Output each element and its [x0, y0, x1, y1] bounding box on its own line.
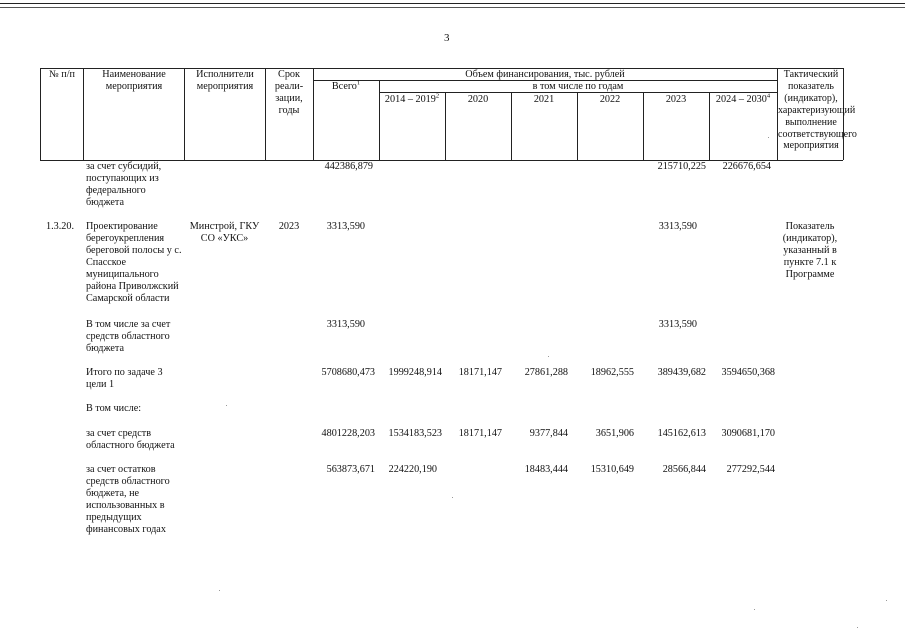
- row-5-2014-2019: 1534183,523: [388, 428, 442, 439]
- row-3-total: 5708680,473: [321, 367, 375, 378]
- row-6-2023: 28566,844: [662, 464, 706, 475]
- header-year-2021: 2021: [533, 94, 555, 105]
- row-1-2023: 3313,590: [658, 221, 697, 232]
- row-1-name: Проектирование берегоукрепления береговой полосы у с. Спасское муниципального района Приволжский Самарской области: [86, 221, 182, 304]
- header-year-2024-2030: 2024 – 2030$^4$: [715, 92, 771, 105]
- row-0-2023: 215710,225: [657, 161, 706, 172]
- row-2-total: 3313,590: [326, 319, 365, 330]
- header-executors: Исполнители мероприятия: [196, 69, 254, 92]
- top-rule: [0, 3, 905, 4]
- top-rule-thin: [0, 7, 905, 8]
- row-3-2024-2030: 3594650,368: [721, 367, 775, 378]
- row-0-total: 442386,879: [324, 161, 373, 172]
- col-divider-1: [83, 68, 84, 160]
- header-num: № п/п: [48, 69, 75, 80]
- row-2-2023: 3313,590: [658, 319, 697, 330]
- page-number: 3: [444, 32, 450, 44]
- row-1-indicator: Показатель (индикатор), указанный в пункте 7.1 к Программе: [782, 221, 838, 280]
- header-indicator: Тактический показатель (индикатор), характеризующий выполнение соответствующего мероприятия: [778, 69, 857, 152]
- header-year-2014-2019: 2014 – 2019$^2$: [384, 92, 440, 105]
- header-term: Срок реали- зации, годы: [274, 69, 304, 116]
- row-1-term: 2023: [278, 221, 300, 232]
- row-2-name: В том числе за счет средств областного бюджета: [86, 319, 171, 354]
- header-year-2022: 2022: [599, 94, 621, 105]
- row-3-2023: 389439,682: [657, 367, 706, 378]
- scan-speck: [754, 609, 755, 610]
- row-5-2024-2030: 3090681,170: [721, 428, 775, 439]
- header-year-2023: 2023: [665, 94, 687, 105]
- border-left: [40, 68, 41, 160]
- scan-speck: [219, 590, 220, 591]
- header-total: Всего$^1$: [331, 79, 361, 92]
- row-6-name: за счет остатков средств областного бюджета, не использованных в предыдущих финансовых годах: [86, 464, 170, 535]
- header-year-2020: 2020: [467, 94, 489, 105]
- row-6-total: 563873,671: [326, 464, 375, 475]
- row-6-2021: 18483,444: [524, 464, 568, 475]
- row-1-num: 1.3.20.: [46, 221, 75, 232]
- col-divider-2: [184, 68, 185, 160]
- row-3-name: Итого по задаче 3 цели 1: [86, 367, 163, 390]
- scan-speck: [886, 600, 887, 601]
- row-0-name: за счет субсидий, поступающих из федерального бюджета: [86, 161, 162, 208]
- row-4-name: В том числе:: [86, 403, 142, 414]
- financing-table: [40, 68, 857, 578]
- row-3-2014-2019: 1999248,914: [388, 367, 442, 378]
- row-5-2020: 18171,147: [458, 428, 502, 439]
- row-6-2024-2030: 277292,544: [726, 464, 775, 475]
- row-5-name: за счет средств областного бюджета: [86, 428, 175, 451]
- row-5-2022: 3651,906: [595, 428, 634, 439]
- row-0-2024-2030: 226676,654: [722, 161, 771, 172]
- row-5-2023: 145162,613: [657, 428, 706, 439]
- scan-speck: [857, 627, 858, 628]
- col-divider-3: [265, 68, 266, 160]
- row-6-2022: 15310,649: [590, 464, 634, 475]
- header-by-years: в том числе по годам: [532, 81, 624, 92]
- row-3-2022: 18962,555: [590, 367, 634, 378]
- row-3-2021: 27861,288: [524, 367, 568, 378]
- row-1-executors: Минстрой, ГКУ СО «УКС»: [189, 221, 260, 244]
- row-3-2020: 18171,147: [458, 367, 502, 378]
- row-6-2014-2019: 224220,190: [388, 464, 437, 475]
- row-5-total: 4801228,203: [321, 428, 375, 439]
- header-funding: Объем финансирования, тыс. рублей: [465, 69, 625, 80]
- row-1-total: 3313,590: [326, 221, 365, 232]
- header-name: Наименование мероприятия: [102, 69, 166, 92]
- row-5-2021: 9377,844: [529, 428, 568, 439]
